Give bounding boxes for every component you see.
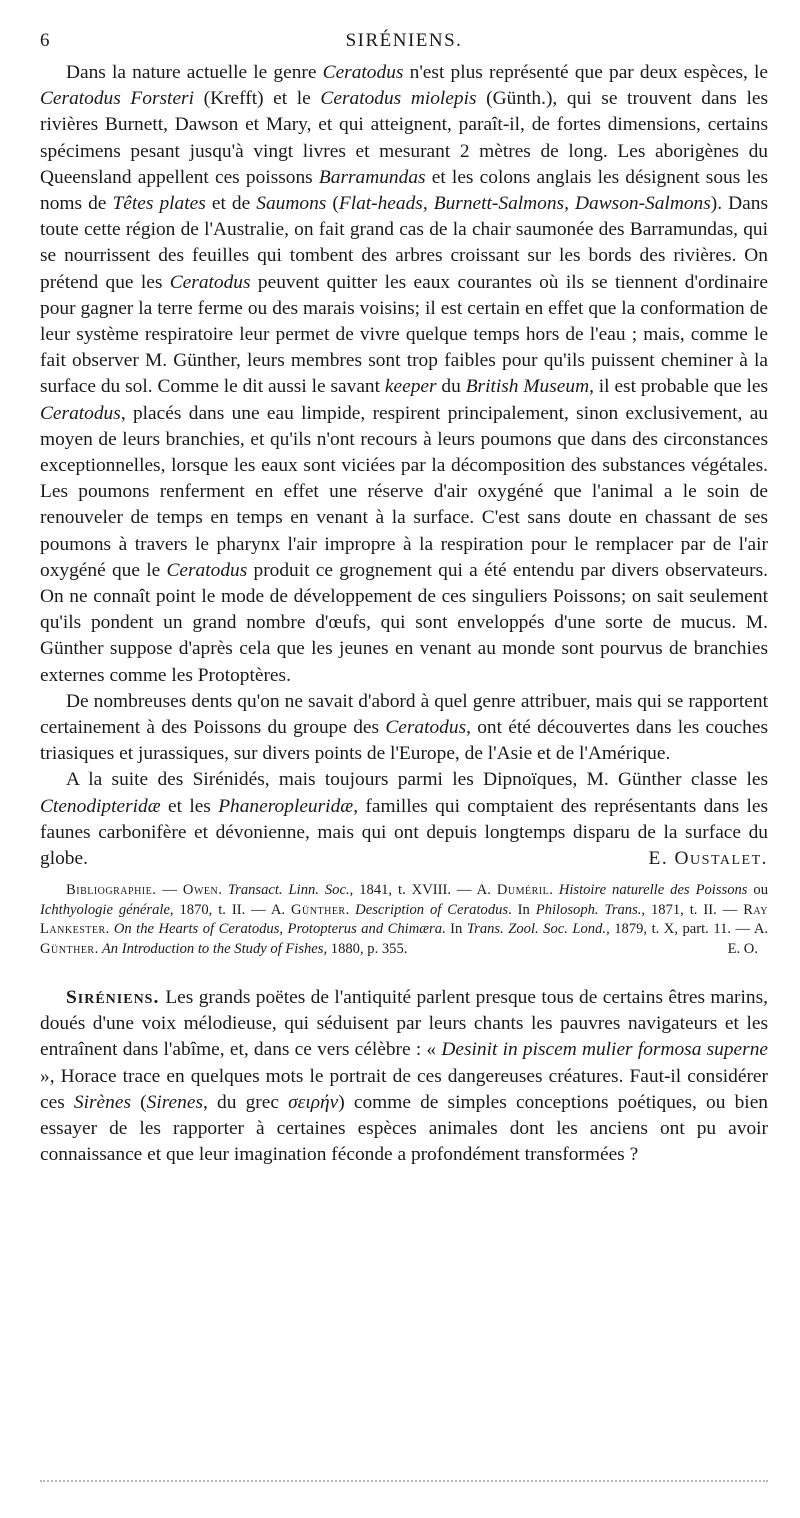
bibliography-signature: E. O.	[727, 940, 758, 957]
author-signature: E. Oustalet.	[648, 848, 768, 870]
bibliography: Bibliographie. — Owen. Transact. Linn. Soc., 1841, t. XVIII. — A. Duméril. Histoire naturelle des Poissons ou Ichthyologie générale, 1870, t. II. — A. Günther. Description of Ceratodus. In Philosoph. Trans., 1871, t. II. — Ray Lankester. On the Hearts of Ceratodus, Protopterus and Chimæra. In Trans. Zool. Soc. Lond., 1879, t. X, part. 11. — A. Günther. An Introduction to the Study of Fishes, 1880, p. 355. E. O.	[40, 881, 768, 959]
running-head	[40, 30, 768, 60]
paragraph-dipnoi-families: A la suite des Sirénidés, mais toujours parmi les Dipnoïques, M. Günther classe les Ctenodipteridæ et les Phaneropleuridæ, familles qui comptaient des représentants dans les faunes carbonifère et dévonienne, mais qui ont depuis longtemps disparu de la surface du globe. E. Oustalet.	[40, 767, 768, 872]
page	[40, 30, 768, 1188]
running-title: SIRÉNIENS.	[345, 30, 463, 51]
entry-sireniens: Siréniens. Les grands poëtes de l'antiquité parlent presque tous de certains êtres marins, doués d'une voix mélodieuse, qui séduisent par leurs chants les pauvres navigateurs et les entraînent dans l'abîme, et, dans ce vers célèbre : « Desinit in piscem mulier formosa superne », Horace trace en quelques mots le portrait de ces dangereuses créatures. Faut-il considérer ces Sirènes (Sirenes, du grec σειρήν) comme de simples conceptions poétiques, ou bien essayer de les rapporter à certaines espèces animales dont les anciens ont pu avoir connaissance et que leur imagination féconde a profondément transformées ?	[40, 986, 768, 1166]
page-bottom-rule	[40, 1480, 768, 1482]
page-number: 6	[40, 30, 50, 51]
entry-heading: Siréniens.	[66, 986, 160, 1008]
paragraph-fossil-teeth: De nombreuses dents qu'on ne savait d'abord à quel genre attribuer, mais qui se rapportent certainement à des Poissons du groupe des Ceratodus, ont été découvertes dans les couches triasiques et jurassiques, sur divers points de l'Europe, de l'Asie et de l'Amérique.	[40, 690, 768, 765]
paragraph-ceratodus-nature: Dans la nature actuelle le genre Ceratodus n'est plus représenté que par deux espèces, le Ceratodus Forsteri (Krefft) et le Ceratodus miolepis (Günth.), qui se trouvent dans les rivières Burnett, Dawson et Mary, et qui atteignent, paraît-il, de fortes dimensions, certains spécimens pesant jusqu'à vingt livres et mesurant 2 mètres de long. Les aborigènes du Queensland appellent ces poissons Barramundas et les colons anglais les désignent sous les noms de Têtes plates et de Saumons (Flat-heads, Burnett-Salmons, Dawson-Salmons). Dans toute cette région de l'Australie, on fait grand cas de la chair saumonée des Barramundas, qui se nourrissent des feuilles qui tombent des arbres croissant sur les bords des rivières. On prétend que les Ceratodus peuvent quitter les eaux courantes où ils se tiennent d'ordinaire pour gagner la terre ferme ou des marais voisins; il est certain en effet que la conformation de leur système respiratoire leur permet de vivre quelque temps hors de l'eau ; mais, comme le fait observer M. Günther, leurs membres sont trop faibles pour qu'ils puissent cheminer à la surface du sol. Comme le dit aussi le savant keeper du British Museum, il est probable que les Ceratodus, placés dans une eau limpide, respirent principalement, sinon exclusivement, au moyen de leurs branchies, et qu'ils n'ont recours à leurs poumons que dans des circonstances exceptionnelles, lorsque les eaux sont viciées par la décomposition des substances végétales. Les poumons renferment en effet une réserve d'air oxygéné que l'animal a le soin de renouveler de temps en temps en venant à la surface. C'est sans doute en chassant de ses poumons à travers le pharynx l'air impropre à la respiration pour le remplacer par de l'air oxygéné que le Ceratodus produit ce grognement qui a été entendu par divers observateurs. On ne connaît point le mode de développement de ces singuliers Poissons; on sait seulement qu'ils pondent un grand nombre d'œufs, qui sont enveloppés d'une sorte de mucus. M. Günther suppose d'après cela que les jeunes en venant au monde sont pourvus de branchies externes comme les Protoptères.	[40, 62, 769, 686]
